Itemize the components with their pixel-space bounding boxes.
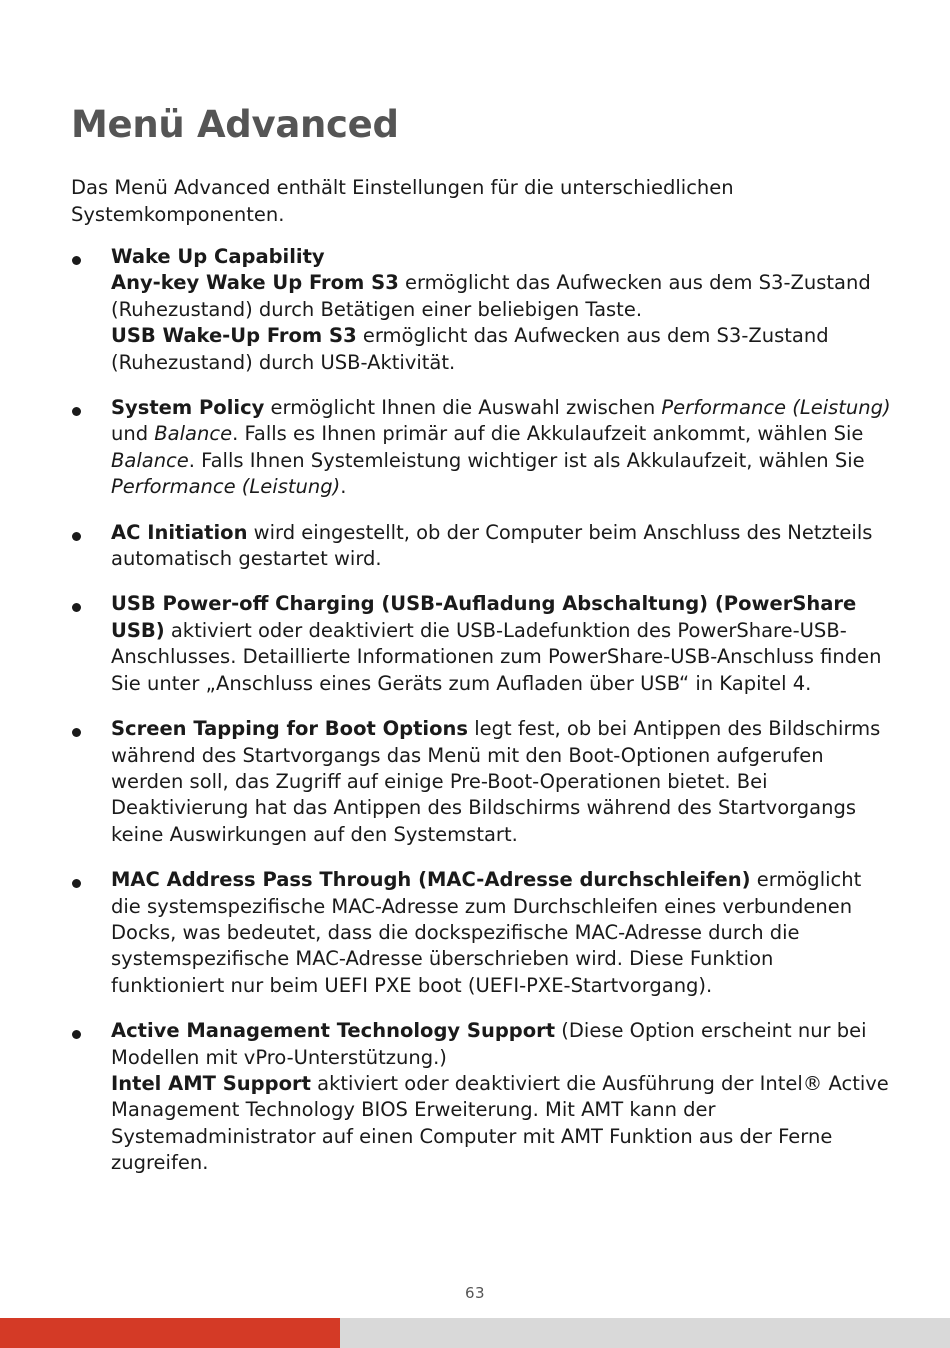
item-description: wird eingestellt, ob der Computer beim Anschluss des Netzteils automatisch gestartet wird.	[111, 520, 873, 571]
intro-paragraph: Das Menü Advanced enthält Einstellungen für die unterschiedlichen Systemkomponenten.	[71, 176, 734, 226]
list-item-ac-initiation	[0, 520, 891, 573]
item-term: Screen Tapping for Boot Options	[111, 717, 468, 741]
item-term: Any-key Wake Up From S3	[111, 271, 399, 295]
item-line-any-key	[111, 270, 891, 323]
list-item-amt-support	[0, 1018, 891, 1176]
item-term: MAC Address Pass Through (MAC-Adresse durchschleifen)	[111, 868, 751, 892]
item-description: und	[111, 422, 155, 446]
list-item-system-policy	[0, 395, 891, 501]
item-description: aktiviert oder deaktiviert die USB-Ladefunktion des PowerShare-USB-Anschlusses. Detaillierte Informationen zum PowerShare-USB-Anschluss finden Sie unter „Anschluss eines Geräts zum Aufladen über USB“ in Kapitel 4.	[111, 618, 882, 695]
bullet-icon	[72, 407, 81, 416]
item-line-usb-wake	[111, 323, 891, 376]
item-description: .	[340, 475, 347, 499]
page-title: Menü Advanced	[71, 103, 399, 146]
item-term: USB Wake-Up From S3	[111, 324, 357, 348]
item-line-amt	[111, 1018, 891, 1071]
item-description: (Diese Option erscheint nur bei Modellen mit vPro-Unterstützung.)	[111, 1019, 867, 1069]
item-description: aktiviert oder deaktiviert die Ausführung der Intel® Active Management Technology BIOS Erweiterung. Mit AMT kann der Systemadministrator auf einen Computer mit AMT Funktion aus der Ferne zugreifen.	[111, 1071, 889, 1175]
item-description: . Falls es Ihnen primär auf die Akkulaufzeit ankommt, wählen Sie	[232, 422, 864, 446]
item-description: ermöglicht Ihnen die Auswahl zwischen	[264, 396, 662, 420]
item-term: Active Management Technology Support	[111, 1019, 556, 1043]
item-description: legt fest, ob bei Antippen des Bildschirms während des Startvorgangs das Menü mit den Boot-Optionen aufgerufen werden soll, das Zugriff auf einige Pre-Boot-Operationen bietet. Bei Deaktivierung hat das Antippen des Bildschirms während des Startvorgangs keine Auswirkungen auf den Systemstart.	[111, 717, 881, 846]
item-line-intel-amt	[111, 1071, 891, 1177]
list-item-wake-up-capability	[0, 244, 891, 376]
item-description: ermöglicht die systemspezifische MAC-Adresse zum Durchschleifen eines verbundenen Docks, was bedeutet, dass die dockspezifische MAC-Adresse durch die systemspezifische MAC-Adresse überschrieben wird. Diese Funktion funktioniert nur beim UEFI PXE boot (UEFI-PXE-Startvorgang).	[111, 868, 862, 997]
list-item-mac-address-pass-through	[0, 867, 891, 999]
item-option: Balance	[154, 422, 233, 446]
item-option: Balance	[111, 448, 189, 472]
bullet-icon	[72, 1030, 81, 1039]
item-term: USB Power-off Charging (USB-Aufladung Abschaltung) (PowerShare USB)	[111, 592, 857, 642]
item-term: System Policy	[111, 396, 265, 420]
item-option: Performance (Leistung)	[661, 396, 891, 420]
footer-accent-bar	[0, 1318, 340, 1348]
item-term: AC Initiation	[111, 520, 248, 544]
footer-grey-bar	[340, 1318, 950, 1348]
bullet-icon	[72, 879, 81, 888]
list-item-usb-power-off-charging	[0, 591, 891, 697]
item-option: Performance (Leistung)	[111, 475, 341, 499]
item-description: ermöglicht das Aufwecken aus dem S3-Zustand (Ruhezustand) durch USB-Aktivität.	[111, 324, 829, 374]
item-description: . Falls Ihnen Systemleistung wichtiger ist als Akkulaufzeit, wählen Sie	[188, 448, 865, 472]
list-item-screen-tapping	[0, 716, 891, 848]
page-number: 63	[464, 1284, 486, 1302]
item-heading: Wake Up Capability	[111, 245, 325, 268]
bullet-icon	[72, 728, 81, 737]
advanced-menu-list	[0, 244, 950, 1196]
item-term: Intel AMT Support	[111, 1071, 311, 1095]
bullet-icon	[72, 256, 81, 265]
item-description: ermöglicht das Aufwecken aus dem S3-Zustand (Ruhezustand) durch Betätigen einer beliebigen Taste.	[111, 271, 871, 321]
bullet-icon	[72, 532, 81, 541]
bullet-icon	[72, 603, 81, 612]
